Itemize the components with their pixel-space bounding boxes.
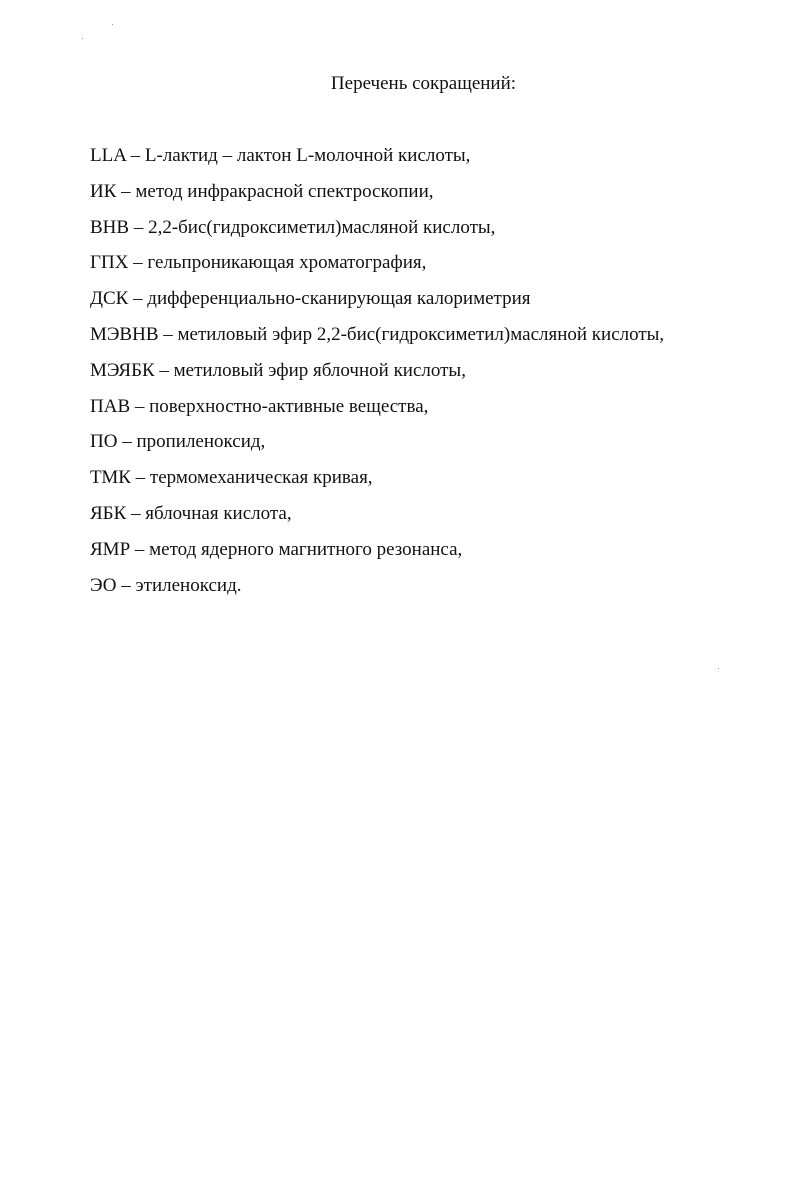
abbreviation-item: LLA – L-лактид – лактон L-молочной кислоты, [90, 145, 471, 166]
abbreviation-item: MЭЯБК – метиловый эфир яблочной кислоты, [90, 359, 466, 381]
scan-speck [112, 24, 113, 25]
abbreviation-item: ПАВ – поверхностно-активные вещества, [90, 395, 429, 417]
abbreviation-item: MЭBHB – метиловый эфир 2,2-бис(гидроксиметил)масляной кислоты, [90, 323, 665, 345]
abbreviation-item: ЯМР – метод ядерного магнитного резонанса, [90, 538, 463, 560]
abbreviation-item: ДСК – дифференциально-сканирующая калориметрия [90, 288, 531, 310]
scan-speck [718, 668, 719, 669]
abbreviation-item: ЭО – этиленоксид. [90, 574, 242, 596]
abbreviation-item: BHB – 2,2-бис(гидроксиметил)масляной кислоты, [90, 216, 496, 238]
abbreviation-item: ПО – пропиленоксид, [90, 431, 266, 453]
abbreviation-item: ИК – метод инфракрасной спектроскопии, [90, 180, 434, 202]
abbreviation-item: ГПХ – гельпроникающая хроматография, [90, 252, 427, 274]
abbreviation-item: ЯБК – яблочная кислота, [90, 502, 292, 524]
abbreviation-item: ТМК – термомеханическая кривая, [90, 467, 373, 489]
abbreviation-list [90, 144, 770, 609]
scan-speck [82, 38, 83, 39]
page-title: Перечень сокращений: [330, 73, 517, 94]
